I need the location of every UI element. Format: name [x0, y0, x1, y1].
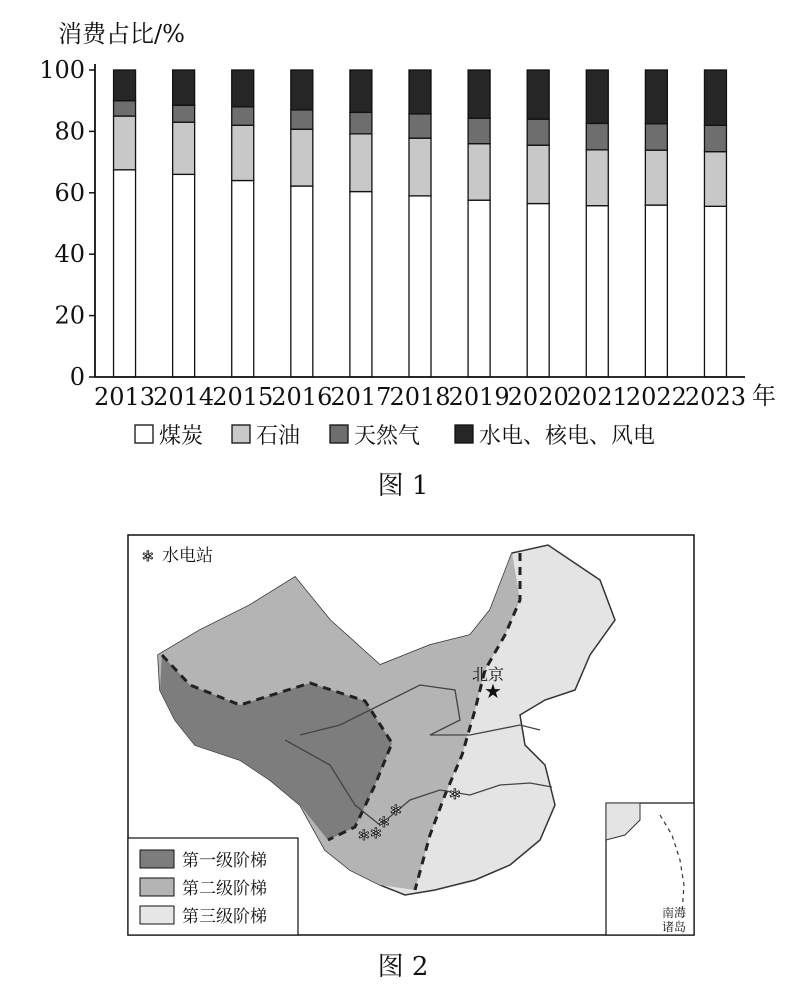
bar-segment-0	[173, 174, 195, 377]
inset-label: 南海诸岛	[662, 906, 687, 934]
y-tick-label: 20	[54, 301, 85, 330]
bar-segment-2	[409, 114, 431, 138]
y-axis-label: 消费占比/%	[58, 20, 185, 48]
chart-legend	[135, 424, 655, 449]
tier-swatch	[140, 850, 174, 868]
bar-segment-1	[527, 145, 549, 203]
tier-label: 第一级阶梯	[182, 851, 267, 871]
legend-label: 石油	[256, 424, 301, 449]
y-tick-label: 40	[54, 240, 85, 269]
bar-segment-1	[468, 144, 490, 200]
bar-segment-2	[645, 124, 667, 150]
x-tick-label: 2023	[684, 383, 746, 411]
bar-segment-1	[704, 152, 726, 207]
bar-segment-1	[409, 138, 431, 196]
beijing-star-icon: ★	[484, 679, 502, 703]
south-china-sea-inset	[606, 803, 694, 935]
x-tick-label: 2020	[507, 383, 569, 411]
bar-segment-1	[645, 150, 667, 205]
bar-segment-3	[586, 70, 608, 123]
bar-segment-3	[350, 70, 372, 112]
y-axis	[39, 56, 95, 391]
bar-segment-0	[527, 204, 549, 377]
x-axis	[94, 377, 746, 411]
china-terrain-map	[0, 505, 806, 989]
y-tick-label: 100	[39, 56, 85, 84]
bar-segment-2	[586, 123, 608, 149]
tier-swatch	[140, 878, 174, 896]
hydropower-station-icon: ✲	[370, 826, 382, 842]
hydropower-station-icon: ✲	[390, 803, 402, 819]
bar-segment-0	[704, 206, 726, 377]
x-tick-label: 2016	[271, 383, 333, 411]
y-tick-label: 0	[69, 363, 85, 391]
x-tick-label: 2015	[212, 383, 274, 411]
bar-segment-3	[527, 70, 549, 119]
x-tick-label: 2017	[330, 383, 392, 411]
station-legend-label: 水电站	[162, 546, 213, 566]
bar-segment-0	[645, 205, 667, 377]
hydropower-station-icon: ✲	[378, 815, 390, 831]
beijing-label: 北京	[472, 665, 505, 684]
tier-label: 第二级阶梯	[182, 879, 267, 899]
bar-segment-3	[704, 70, 726, 125]
x-tick-label: 2019	[448, 383, 510, 411]
bar-segment-0	[291, 186, 313, 377]
tier-label: 第三级阶梯	[182, 907, 267, 927]
legend-label: 天然气	[354, 424, 421, 449]
x-axis-unit: 年	[752, 382, 776, 410]
bar-segment-2	[704, 125, 726, 151]
bar-segment-1	[173, 122, 195, 174]
hydropower-station-icon: ✲	[449, 787, 461, 803]
legend-swatch	[455, 425, 473, 443]
x-tick-label: 2022	[625, 383, 687, 411]
tier-legend	[128, 838, 298, 935]
bar-segment-2	[232, 107, 254, 125]
legend-swatch	[330, 425, 348, 443]
bars	[114, 70, 727, 377]
legend-swatch	[232, 425, 250, 443]
bar-segment-3	[232, 70, 254, 107]
bar-segment-0	[114, 170, 136, 377]
bar-segment-2	[468, 118, 490, 143]
x-tick-label: 2018	[389, 383, 451, 411]
bar-segment-2	[173, 105, 195, 122]
y-tick-label: 60	[54, 178, 85, 207]
figure1-caption: 图 1	[377, 471, 429, 501]
bar-segment-2	[527, 119, 549, 145]
bar-segment-3	[114, 70, 136, 101]
hydropower-station-icon: ✲	[358, 828, 370, 844]
bar-segment-0	[468, 200, 490, 377]
legend-swatch	[135, 425, 153, 443]
x-tick-label: 2014	[153, 383, 215, 411]
x-tick-label: 2021	[566, 383, 628, 411]
x-tick-label: 2013	[94, 383, 156, 411]
bar-segment-1	[291, 129, 313, 186]
bar-segment-0	[586, 206, 608, 377]
y-tick-label: 80	[54, 117, 85, 146]
bar-segment-3	[468, 70, 490, 118]
bar-segment-3	[645, 70, 667, 124]
legend-label: 煤炭	[159, 424, 204, 449]
bar-segment-3	[173, 70, 195, 105]
bar-segment-0	[409, 196, 431, 377]
bar-segment-2	[350, 112, 372, 133]
legend-label: 水电、核电、风电	[479, 424, 656, 449]
bar-segment-1	[114, 116, 136, 170]
bar-segment-0	[232, 181, 254, 377]
bar-segment-3	[291, 70, 313, 110]
bar-segment-1	[350, 134, 372, 192]
bar-segment-2	[291, 110, 313, 129]
tier-swatch	[140, 906, 174, 924]
bar-segment-0	[350, 192, 372, 377]
station-legend-icon: ✲	[142, 549, 154, 565]
figure2-caption: 图 2	[377, 952, 429, 982]
bar-segment-1	[232, 125, 254, 180]
bar-segment-1	[586, 150, 608, 206]
bar-segment-2	[114, 101, 136, 116]
bar-segment-3	[409, 70, 431, 114]
